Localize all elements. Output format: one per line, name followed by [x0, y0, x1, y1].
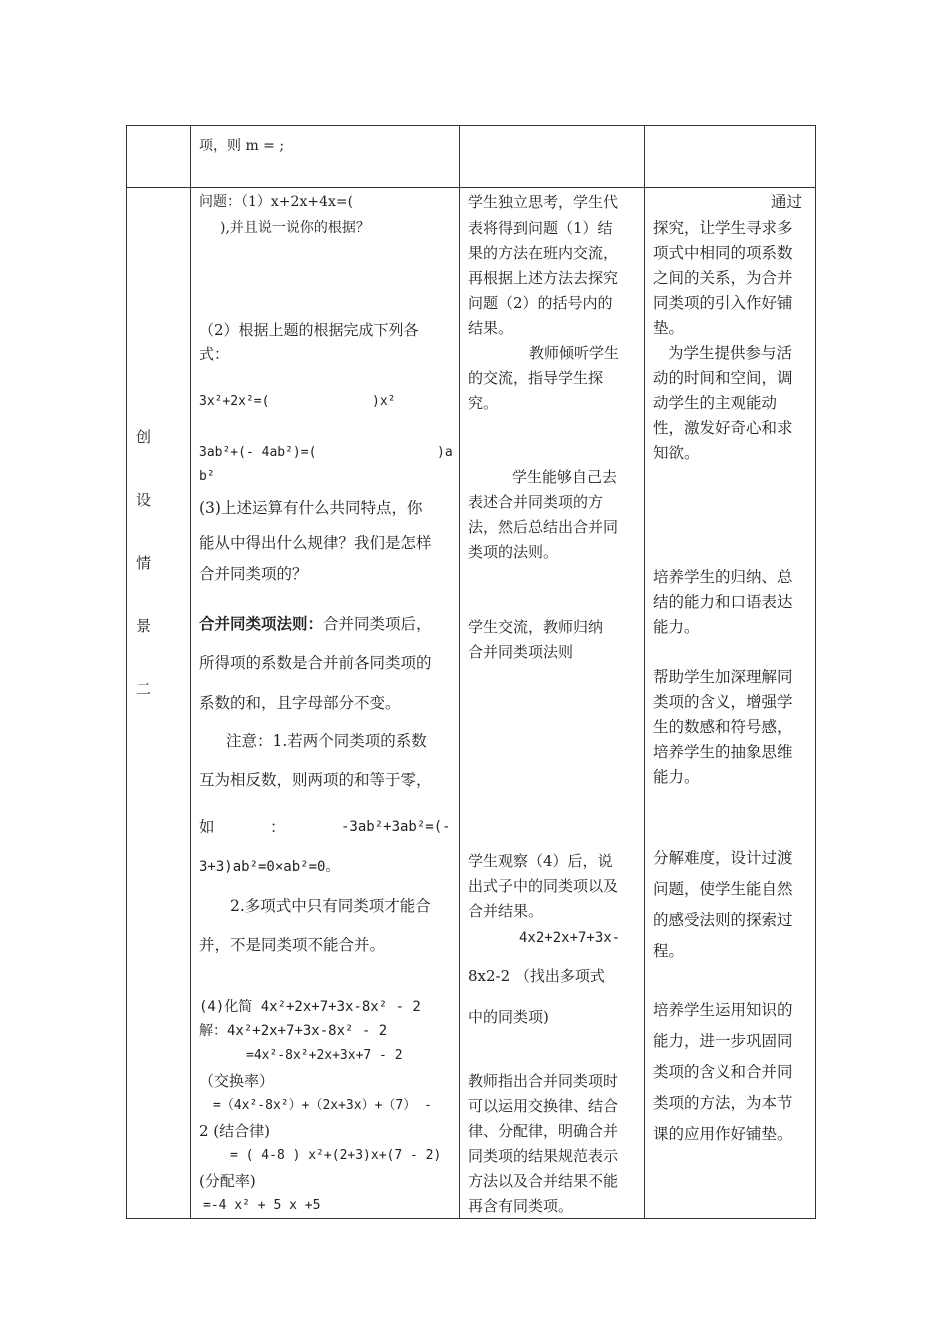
intent-e3: 的感受法则的探索过 — [653, 911, 793, 929]
solution-line-5: 2 (结合律) — [199, 1122, 271, 1140]
intent-e2: 问题，使学生能自然 — [653, 880, 793, 898]
section-label-char: 景 — [136, 617, 152, 635]
activity-e3: 合并结果。 — [468, 902, 544, 920]
intent-b3: 动学生的主观能动 — [653, 394, 778, 412]
note-1-example-colon: ： — [270, 818, 286, 836]
solution-line-3: （交换率） — [199, 1072, 275, 1090]
section-label-char: 设 — [136, 491, 152, 509]
intent-c1: 培养学生的归纳、总 — [653, 568, 793, 586]
solution-line-4: =（4x²-8x²）+（2x+3x）+（7） - — [213, 1098, 432, 1113]
note-1-example-continued: 3+3)ab²=0×ab²=0。 — [199, 859, 340, 875]
activity-c3: 法，然后总结出合并同 — [468, 518, 619, 536]
expression-1-lhs: 3x²+2x²=( — [199, 394, 270, 409]
note-2-line-b: 并，不是同类项不能合并。 — [199, 936, 386, 954]
activity-a6: 结果。 — [468, 319, 514, 337]
activity-f4: 同类项的结果规范表示 — [468, 1147, 619, 1165]
rule-line-c: 系数的和，且字母部分不变。 — [199, 694, 401, 712]
activity-b2: 的交流，指导学生探 — [468, 369, 604, 387]
intent-f4: 类项的方法，为本节 — [653, 1094, 793, 1112]
intent-a3: 项式中相同的项系数 — [653, 244, 793, 262]
intent-a1: 通过 — [771, 193, 803, 211]
intent-f3: 类项的含义和合并同 — [653, 1063, 793, 1081]
activity-a2: 表将得到问题（1）结 — [468, 219, 613, 237]
intent-d4: 培养学生的抽象思维 — [653, 743, 793, 761]
rule-line-a — [199, 612, 432, 636]
note-1-line-a: 注意：1.若两个同类项的系数 — [226, 732, 427, 750]
activity-f5: 方法以及合并结果不能 — [468, 1172, 619, 1190]
intent-a6: 垫。 — [653, 319, 685, 337]
question-3-line-b: 能从中得出什么规律？我们是怎样 — [199, 534, 432, 552]
expression-1-rhs: )x² — [372, 394, 396, 409]
note-1-example-label: 如 — [199, 818, 215, 836]
intent-b1: 为学生提供参与活 — [668, 344, 793, 362]
section-label-char: 二 — [136, 680, 152, 698]
activity-b3: 究。 — [468, 394, 499, 412]
intent-a2: 探究，让学生寻求多 — [653, 219, 793, 237]
intent-b4: 性，激发好奇心和求 — [653, 419, 793, 437]
activity-c2: 表述合并同类项的方 — [468, 493, 604, 511]
intent-b2: 动的时间和空间，调 — [653, 369, 793, 387]
intent-a5: 同类项的引入作好铺 — [653, 294, 793, 312]
intent-f1: 培养学生运用知识的 — [653, 1001, 793, 1019]
question-1-line-a: 问题：（1）x+2x+4x=( — [199, 194, 354, 210]
activity-c4: 类项的法则。 — [468, 543, 559, 561]
activity-e2: 出式子中的同类项以及 — [468, 877, 619, 895]
activity-a5: 问题（2）的括号内的 — [468, 294, 613, 312]
solution-line-1: 解：4x²+2x+7+3x-8x² - 2 — [199, 1023, 388, 1039]
section-label-char: 情 — [136, 554, 152, 572]
activity-f2: 可以运用交换律、结合 — [468, 1097, 619, 1115]
solution-line-6: = ( 4-8 ) x²+(2+3)x+(7 - 2) — [230, 1148, 442, 1163]
expression-2-lhs: 3ab²+(- 4ab²)=( — [199, 445, 317, 460]
activity-e5: 8x2-2 （找出多项式 — [468, 967, 605, 985]
activity-d1: 学生交流，教师归纳 — [468, 618, 604, 636]
intent-c3: 能力。 — [653, 618, 700, 636]
table-border-bottom — [126, 1218, 816, 1219]
question-4: (4)化简 4x²+2x+7+3x-8x² - 2 — [199, 999, 421, 1015]
expression-2-tail: b² — [199, 469, 215, 484]
solution-line-8: =-4 x² + 5 x +5 — [203, 1198, 321, 1213]
solution-line-2: =4x²-8x²+2x+3x+7 - 2 — [246, 1048, 403, 1063]
table-border-top — [126, 125, 816, 126]
expression-2-rhs: )a — [437, 445, 453, 460]
activity-a4: 再根据上述方法去探究 — [468, 269, 619, 287]
activity-e4: 4x2+2x+7+3x- — [519, 930, 621, 946]
intent-d1: 帮助学生加深理解同 — [653, 668, 793, 686]
activity-a1: 学生独立思考，学生代 — [468, 193, 619, 211]
activity-c1: 学生能够自己去 — [512, 468, 618, 486]
activity-b1: 教师倾听学生 — [529, 344, 620, 362]
note-1-example-expression: -3ab²+3ab²=(- — [341, 819, 451, 835]
activity-a3: 果的方法在班内交流， — [468, 244, 619, 262]
question-2-line-b: 式： — [199, 345, 230, 363]
note-1-line-b: 互为相反数，则两项的和等于零， — [199, 771, 432, 789]
activity-f3: 律、分配律，明确合并 — [468, 1122, 619, 1140]
intent-e1: 分解难度，设计过渡 — [653, 849, 793, 867]
activity-f6: 再含有同类项。 — [468, 1197, 574, 1215]
table-border-left — [126, 125, 127, 1219]
intent-b5: 知欲。 — [653, 444, 700, 462]
table-border-right — [815, 125, 816, 1219]
intent-f2: 能力，进一步巩固同 — [653, 1032, 793, 1050]
intent-a4: 之间的关系，为合并 — [653, 269, 793, 287]
note-2-line-a: 2.多项式中只有同类项才能合 — [230, 897, 431, 915]
intent-d3: 生的数感和符号感， — [653, 718, 793, 736]
intent-d5: 能力。 — [653, 768, 700, 786]
intent-f5: 课的应用作好铺垫。 — [653, 1125, 793, 1143]
rule-line-b: 所得项的系数是合并前各同类项的 — [199, 654, 432, 672]
table-row-divider — [126, 187, 816, 188]
table-col-divider-3 — [644, 125, 645, 1219]
intent-c2: 结的能力和口语表达 — [653, 593, 793, 611]
question-3-line-c: 合并同类项的？ — [199, 565, 308, 583]
solution-line-7: (分配率) — [199, 1172, 256, 1190]
rule-text: 合并同类项后， — [323, 615, 432, 633]
table-col-divider-2 — [459, 125, 460, 1219]
section-label-char: 创 — [136, 428, 152, 446]
intent-e4: 程。 — [653, 942, 685, 960]
question-2-line-a: （2）根据上题的根据完成下列各 — [199, 321, 419, 339]
row1-content: 项，则 m = ; — [199, 138, 285, 154]
activity-f1: 教师指出合并同类项时 — [468, 1072, 619, 1090]
question-1-line-b: ),并且说一说你的根据？ — [220, 220, 370, 236]
rule-title: 合并同类项法则： — [199, 614, 324, 633]
activity-d2: 合并同类项法则 — [468, 643, 574, 661]
table-col-divider-1 — [190, 125, 191, 1219]
activity-e1: 学生观察（4）后，说 — [468, 852, 613, 870]
intent-d2: 类项的含义，增强学 — [653, 693, 793, 711]
activity-e6: 中的同类项) — [468, 1008, 549, 1026]
question-3-line-a: (3)上述运算有什么共同特点，你 — [199, 499, 423, 517]
